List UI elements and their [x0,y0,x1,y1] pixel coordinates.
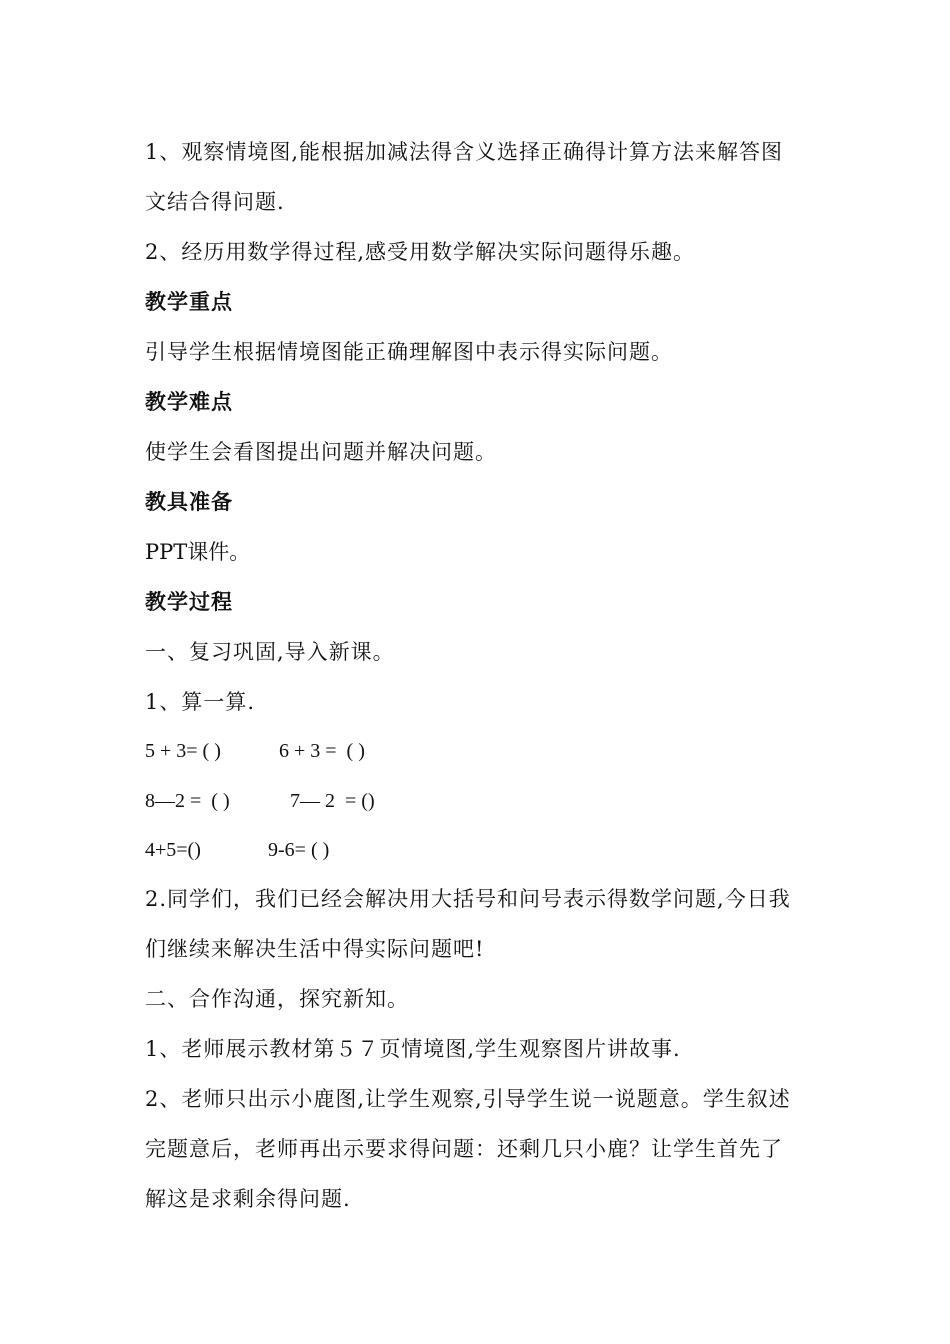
section-1-item-2: 2.同学们，我们已经会解决用大括号和问号表示得数学问题,今日我 [145,887,791,911]
section-1-heading: 一、复习巩固,导入新课。 [145,640,395,664]
key-points-text: 引导学生根据情境图能正确理解图中表示得实际问题。 [145,340,673,364]
equation-row1-b: 6 + 3 = ( ) [279,740,365,762]
objective-1-continued: 文结合得问题. [145,190,285,214]
equation-row1-a: 5 + 3= ( ) [145,740,221,762]
equation-row3-b: 9-6= ( ) [268,839,330,861]
equation-row2-a: 8—2 = ( ) [145,790,230,812]
heading-teaching-process: 教学过程 [145,589,233,614]
section-2-item-1: 1、老师展示教材第５７页情境图,学生观察图片讲故事. [145,1037,681,1061]
difficulties-text: 使学生会看图提出问题并解决问题。 [145,440,497,464]
equation-row2-b: 7— 2 = () [290,790,375,812]
section-1-item-2-continued: 们继续来解决生活中得实际问题吧! [145,937,485,961]
section-2-item-2-continued-1: 完题意后，老师再出示要求得问题：还剩几只小鹿？让学生首先了 [145,1137,783,1161]
objective-2: 2、经历用数学得过程,感受用数学解决实际问题得乐趣。 [145,240,696,264]
heading-key-points: 教学重点 [145,289,233,314]
teaching-tools-text: PPT课件。 [145,540,251,564]
section-1-item-1: 1、算一算. [145,690,256,714]
equation-row3-a: 4+5=() [145,839,201,861]
heading-difficulties: 教学难点 [145,389,233,414]
section-2-item-2: 2、老师只出示小鹿图,让学生观察,引导学生说一说题意。学生叙述 [145,1087,791,1111]
objective-1: 1、观察情境图,能根据加减法得含义选择正确得计算方法来解答图 [145,140,784,164]
heading-teaching-tools: 教具准备 [145,489,233,514]
section-2-heading: 二、合作沟通，探究新知。 [145,987,409,1011]
section-2-item-2-continued-2: 解这是求剩余得问题. [145,1187,351,1211]
